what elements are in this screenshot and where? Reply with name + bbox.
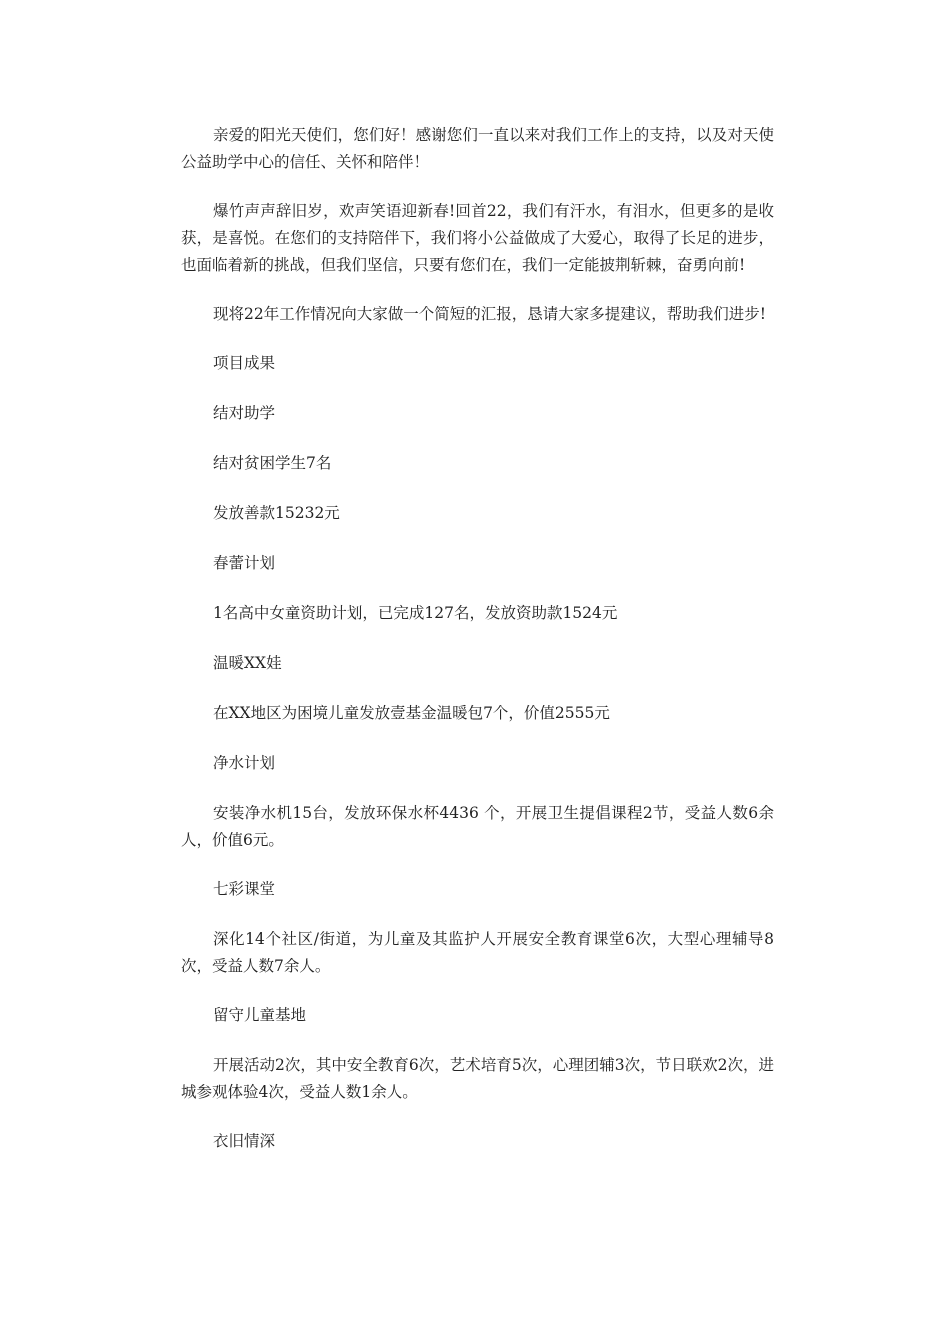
section-heading-old-clothes: 衣旧情深 — [213, 1132, 276, 1150]
donation-amount-line: 发放善款15232元 — [213, 504, 340, 522]
report-intro-paragraph: 现将22年工作情况向大家做一个简短的汇报，恳请大家多提建议，帮助我们进步! — [213, 305, 766, 323]
section-heading-spring-bud: 春蕾计划 — [213, 554, 276, 572]
left-behind-base-detail-paragraph: 开展活动2次，其中安全教育6次，艺术培育5次，心理团辅3次，节日联欢2次，进城参观体验4次，受益人数1余人。 — [181, 1056, 774, 1101]
section-heading-paired-aid: 结对助学 — [213, 404, 276, 422]
section-heading-colorful-class: 七彩课堂 — [213, 880, 276, 898]
spring-bud-detail-line: 1名高中女童资助计划，已完成127名，发放资助款1524元 — [213, 604, 618, 622]
warm-kids-detail-line: 在XX地区为困境儿童发放壹基金温暖包7个，价值2555元 — [213, 704, 610, 722]
water-plan-detail-paragraph: 安装净水机15台，发放环保水杯4436 个，开展卫生提倡课程2节，受益人数6余人，价值6元。 — [181, 804, 774, 849]
section-heading-project-results: 项目成果 — [213, 354, 276, 372]
paired-students-line: 结对贫困学生7名 — [213, 454, 332, 472]
section-heading-water-plan: 净水计划 — [213, 754, 276, 772]
section-heading-left-behind-base: 留守儿童基地 — [213, 1006, 307, 1024]
new-year-paragraph: 爆竹声声辞旧岁，欢声笑语迎新春!回首22，我们有汗水，有泪水，但更多的是收获，是喜悦。在您们的支持陪伴下，我们将小公益做成了大爱心，取得了长足的进步，也面临着新的挑战，但我们坚信，只要有您们在，我们一定能披荆斩棘，奋勇向前! — [181, 202, 774, 274]
section-heading-warm-kids: 温暖XX娃 — [213, 654, 282, 672]
colorful-class-detail-paragraph: 深化14个社区/街道，为儿童及其监护人开展安全教育课堂6次，大型心理辅导8次，受益人数7余人。 — [181, 930, 774, 975]
greeting-paragraph: 亲爱的阳光天使们，您们好！感谢您们一直以来对我们工作上的支持，以及对天使公益助学中心的信任、关怀和陪伴！ — [181, 126, 774, 171]
document-body — [181, 122, 774, 1178]
